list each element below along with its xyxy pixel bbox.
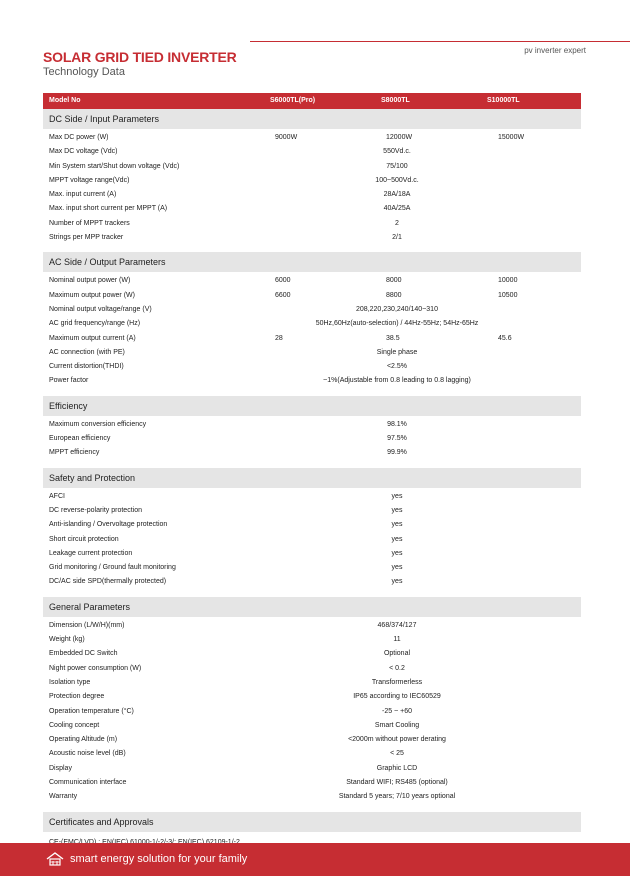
spec-row [43, 504, 581, 518]
spec-label: Number of MPPT trackers [49, 219, 130, 227]
spec-value-s10000: 15000W [498, 134, 525, 141]
spec-label: Weight (kg) [49, 636, 85, 644]
house-logo-icon [46, 852, 64, 866]
spec-value: yes [391, 578, 403, 586]
spec-label: Max. input short current per MPPT (A) [49, 205, 168, 213]
spec-label: Nominal output power (W) [49, 277, 131, 285]
spec-row [43, 303, 581, 317]
spec-value-s6000: 28 [275, 334, 283, 342]
spec-value-s6000: 9000W [275, 134, 298, 141]
spec-row [43, 374, 581, 388]
spec-value: 75/100 [386, 162, 408, 170]
spec-label: Leakage current protection [49, 549, 133, 557]
spec-row [43, 202, 581, 216]
spec-value: Transformerless [371, 678, 423, 686]
spec-row [43, 747, 581, 761]
spec-row [43, 446, 581, 460]
spec-value: Graphic LCD [376, 764, 418, 772]
spec-label: Maximum output power (W) [49, 291, 135, 299]
spec-row [43, 332, 581, 346]
model-no-label: Model No [49, 97, 81, 104]
spec-label: Protection degree [49, 693, 105, 701]
spec-row [43, 160, 581, 174]
spec-value-s6000: 6600 [275, 291, 291, 299]
spec-row [43, 533, 581, 547]
spec-row [43, 561, 581, 575]
spec-label: Max DC voltage (Vdc) [49, 148, 118, 156]
spec-label: Dimension (L/W/H)(mm) [49, 621, 125, 629]
section-title-general: General Parameters [43, 597, 581, 617]
spec-value: IP65 according to IEC60529 [353, 693, 441, 701]
spec-label: Maximum output current (A) [49, 334, 136, 342]
header-rule [250, 41, 630, 42]
spec-row [43, 131, 581, 145]
spec-row [43, 776, 581, 790]
spec-label: MPPT efficiency [49, 449, 100, 457]
spec-label: AC connection (with PE) [49, 348, 125, 356]
spec-value: yes [391, 535, 403, 543]
section-title-certificates: Certificates and Approvals [43, 812, 581, 832]
section-body [43, 617, 581, 809]
spec-value: -25 ~ +60 [382, 707, 412, 715]
spec-value: <2000m without power derating [348, 736, 446, 744]
spec-value: 208,220,230,240/140~310 [356, 305, 438, 313]
spec-value-s8000: 38.5 [386, 334, 400, 342]
section-body [43, 488, 581, 594]
spec-row [43, 547, 581, 561]
spec-value-s8000: 8800 [386, 291, 402, 299]
spec-row [43, 274, 581, 288]
spec-row [43, 575, 581, 589]
section-body [43, 272, 581, 392]
spec-label: Nominal output voltage/range (V) [49, 305, 152, 313]
spec-table [43, 93, 581, 852]
spec-label: MPPT voltage range(Vdc) [49, 176, 130, 184]
spec-label: Strings per MPP tracker [49, 234, 124, 242]
spec-value: Single phase [376, 348, 418, 356]
spec-label: Anti-islanding / Overvoltage protection [49, 521, 168, 529]
spec-label: Short circuit protection [49, 535, 119, 543]
spec-value: 2/1 [392, 234, 402, 242]
footer-slogan: smart energy solution for your family [70, 853, 248, 865]
footer-bar [0, 843, 630, 876]
spec-row [43, 619, 581, 633]
spec-label: Grid monitoring / Ground fault monitoring [49, 564, 176, 572]
spec-label: Max. input current (A) [49, 191, 117, 199]
spec-label: Communication interface [49, 778, 127, 786]
spec-label: DC/AC side SPD(thermally protected) [49, 578, 167, 586]
spec-label: European efficiency [49, 435, 111, 443]
spec-row [43, 647, 581, 661]
page-subtitle: Technology Data [43, 66, 125, 78]
spec-row [43, 145, 581, 159]
brand-tagline: pv inverter expert [524, 46, 586, 55]
section-title-dc: DC Side / Input Parameters [43, 109, 581, 129]
spec-value: 100~500Vd.c. [375, 176, 419, 184]
spec-row [43, 662, 581, 676]
spec-value-s8000: 8000 [386, 277, 402, 285]
spec-value: 98.1% [387, 420, 407, 428]
spec-row [43, 719, 581, 733]
spec-row [43, 432, 581, 446]
spec-row [43, 231, 581, 245]
spec-value: ~1%(Adjustable from 0.8 leading to 0.8 lagging) [323, 377, 471, 385]
spec-label: Current distortion(THDI) [49, 363, 124, 371]
spec-value: 99.9% [387, 449, 407, 457]
spec-row [43, 633, 581, 647]
spec-row [43, 676, 581, 690]
spec-value: 468/374/127 [377, 621, 417, 629]
spec-value-s10000: 10500 [498, 291, 518, 299]
spec-row [43, 518, 581, 532]
spec-value: Standard WIFI; RS485 (optional) [346, 778, 448, 786]
spec-row [43, 317, 581, 331]
spec-value: 50Hz,60Hz(auto-selection) / 44Hz-55Hz; 54Hz-65Hz [315, 320, 479, 328]
spec-row [43, 418, 581, 432]
spec-value: 2 [395, 219, 399, 227]
spec-label: Power factor [49, 377, 89, 385]
spec-row [43, 174, 581, 188]
spec-value: 550Vd.c. [383, 148, 411, 156]
spec-value: Optional [383, 650, 411, 658]
spec-label: Operation temperature (°C) [49, 707, 134, 715]
spec-value: 11 [393, 636, 401, 644]
spec-value-s8000: 12000W [386, 134, 413, 141]
spec-value: <2.5% [386, 363, 408, 371]
section-body [43, 416, 581, 465]
spec-label: Cooling concept [49, 721, 100, 729]
spec-value: yes [391, 506, 403, 514]
section-title-efficiency: Efficiency [43, 396, 581, 416]
spec-row [43, 188, 581, 202]
section-body [43, 129, 581, 249]
spec-label: Maximum conversion efficiency [49, 420, 147, 428]
spec-row [43, 790, 581, 804]
spec-label: AC grid frequency/range (Hz) [49, 320, 141, 328]
spec-label: Embedded DC Switch [49, 650, 118, 658]
spec-row [43, 360, 581, 374]
spec-label: Operating Altitude (m) [49, 736, 118, 744]
model-s6000: S6000TL(Pro) [270, 97, 316, 104]
spec-label: Min System start/Shut down voltage (Vdc) [49, 162, 180, 170]
spec-row [43, 490, 581, 504]
spec-row [43, 346, 581, 360]
spec-value-s10000: 45.6 [498, 334, 512, 342]
spec-value: Standard 5 years; 7/10 years optional [338, 793, 456, 801]
section-title-ac: AC Side / Output Parameters [43, 252, 581, 272]
spec-value-s6000: 6000 [275, 277, 291, 285]
spec-value: 40A/25A [383, 205, 411, 213]
model-s8000: S8000TL [381, 97, 410, 104]
page-title: SOLAR GRID TIED INVERTER [43, 49, 237, 65]
spec-label: Warranty [49, 793, 78, 801]
spec-label: Acoustic noise level (dB) [49, 750, 126, 758]
spec-row [43, 690, 581, 704]
spec-value: yes [391, 521, 403, 529]
spec-value: 28A/18A [383, 191, 411, 199]
model-s10000: S10000TL [487, 97, 520, 104]
spec-row [43, 705, 581, 719]
spec-row [43, 289, 581, 303]
spec-value: 97.5% [387, 435, 407, 443]
section-title-safety: Safety and Protection [43, 468, 581, 488]
spec-label: Isolation type [49, 678, 91, 686]
spec-value: yes [391, 549, 403, 557]
spec-row [43, 762, 581, 776]
spec-value: < 0.2 [389, 664, 405, 672]
spec-value: yes [391, 492, 403, 500]
spec-row [43, 217, 581, 231]
spec-label: Night power consumption (W) [49, 664, 142, 672]
spec-value: < 25 [390, 750, 404, 758]
spec-row [43, 733, 581, 747]
spec-value: Smart Cooling [374, 721, 420, 729]
spec-value: yes [391, 564, 403, 572]
spec-label: AFCI [49, 492, 65, 500]
spec-label: DC reverse-polarity protection [49, 506, 142, 514]
spec-label: Max DC power (W) [49, 134, 109, 141]
spec-value-s10000: 10000 [498, 277, 518, 285]
spec-label: Display [49, 764, 72, 772]
table-header-row [43, 93, 581, 109]
